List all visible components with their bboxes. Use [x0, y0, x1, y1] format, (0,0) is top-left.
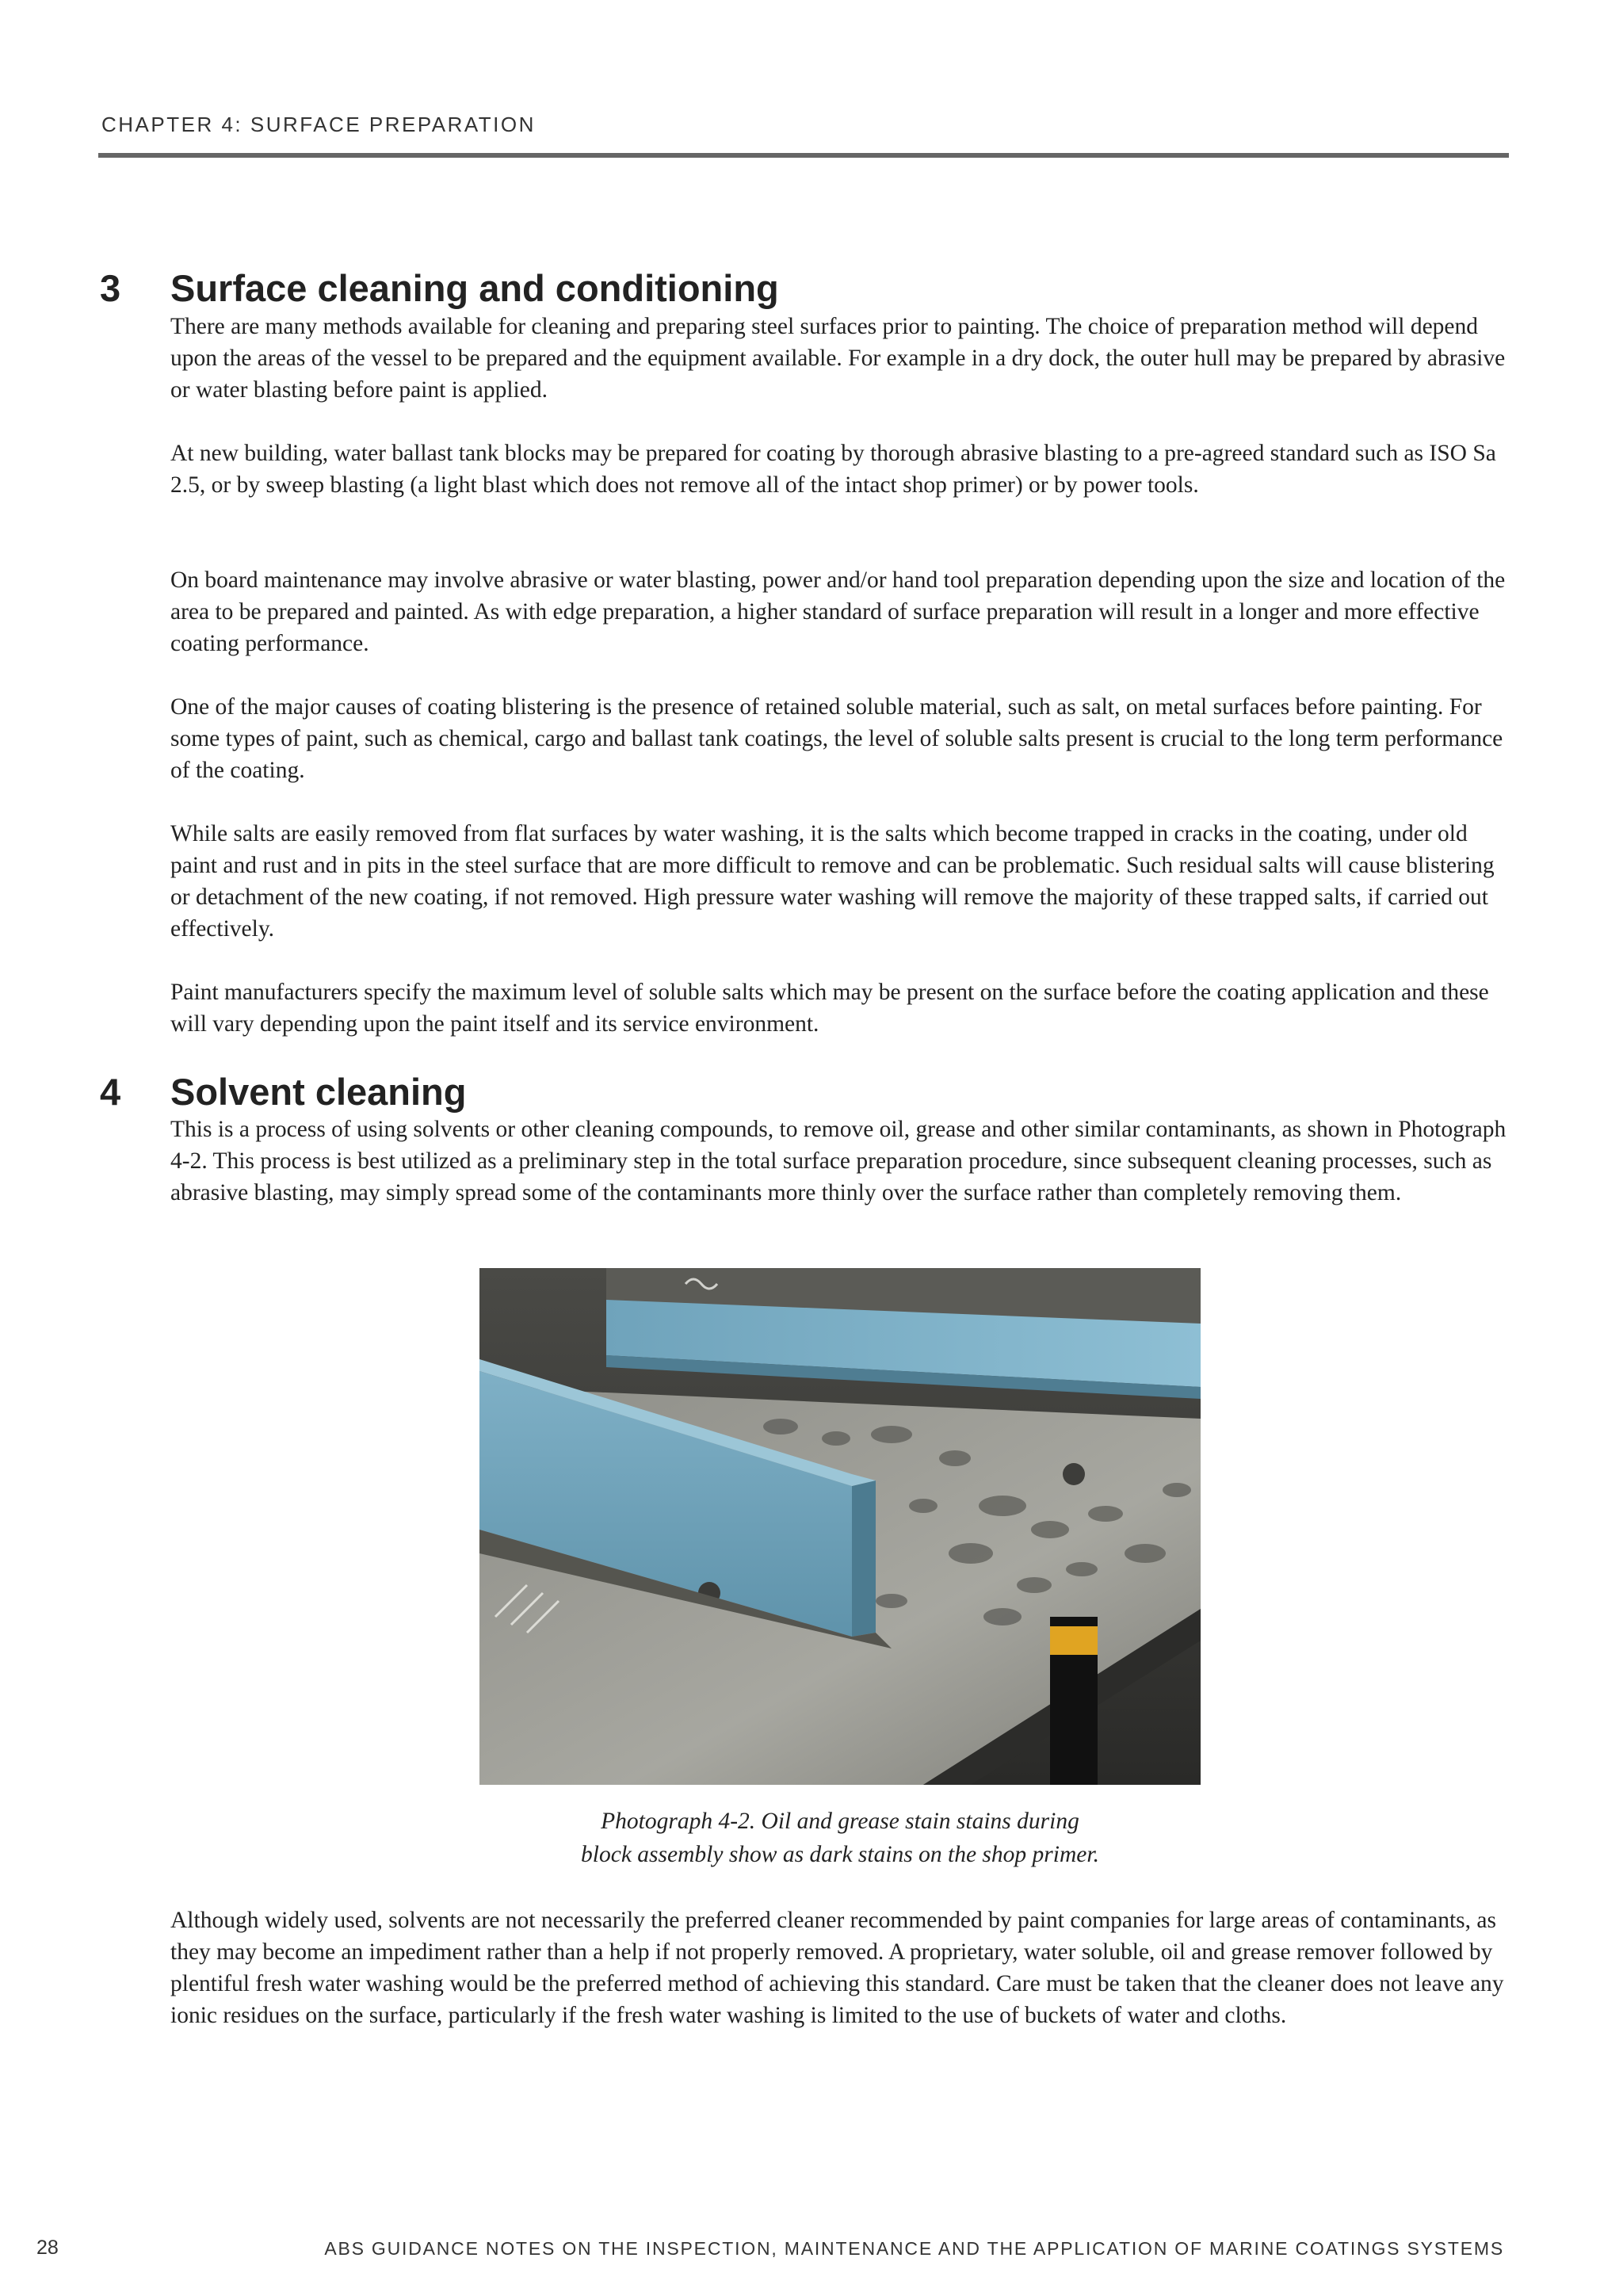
caption-line: Photograph 4-2. Oil and grease stain stains during — [601, 1809, 1079, 1834]
paragraph: This is a process of using solvents or other cleaning compounds, to remove oil, grease and other similar contaminants, as shown in Photograph 4-2. This process is best utilized as a preliminary step in the total surface preparation procedure, since subsequent cleaning processes, such as abrasive blasting, may simply spread some of the contaminants more thinly over the surface rather than completely removing them. — [170, 1117, 1507, 1205]
paragraph: One of the major causes of coating blistering is the presence of retained soluble material, such as salt, on metal surfaces before painting. For some types of paint, such as chemical, cargo and ballast tank coatings, the level of soluble salts present is crucial to the long term performance of the coating. — [170, 694, 1503, 783]
paragraph: There are many methods available for cleaning and preparing steel surfaces prior to painting. The choice of preparation method will depend upon the areas of the vessel to be prepared and the equipment available. For example in a dry dock, the outer hull may be prepared by abrasive or water blasting before paint is applied. — [170, 314, 1506, 403]
section-heading: Solvent cleaning — [170, 1071, 467, 1113]
section-heading: Surface cleaning and conditioning — [170, 267, 779, 309]
photo-caption — [444, 1805, 1236, 1871]
paragraph: On board maintenance may involve abrasive or water blasting, power and/or hand tool preparation depending upon the size and location of the area to be prepared and painted. As with edge preparation, a higher standard of surface preparation will result in a longer and more effective coating performance. — [170, 567, 1506, 656]
running-header: CHAPTER 4: SURFACE PREPARATION — [101, 113, 536, 136]
header-rule — [98, 153, 1509, 158]
paragraph: At new building, water ballast tank blocks may be prepared for coating by thorough abrasive blasting to a pre-agreed standard such as ISO Sa 2.5, or by sweep blasting (a light blast which does not remove all of the intact shop primer) or by power tools. — [170, 441, 1496, 498]
paragraph: While salts are easily removed from flat surfaces by water washing, it is the salts which become trapped in cracks in the coating, under old paint and rust and in pits in the steel surface that are more difficult to remove and can be problematic. Such residual salts will cause blistering or detachment of the new coating, if not removed. High pressure water washing will remove the majority of these trapped salts, if carried out effectively. — [170, 821, 1495, 942]
section-number: 3 — [100, 267, 121, 309]
page-number: 28 — [36, 2237, 59, 2259]
section-number: 4 — [100, 1071, 121, 1113]
paragraph: Although widely used, solvents are not necessarily the preferred cleaner recommended by paint companies for large areas of contaminants, as they may become an impediment rather than a help if not properly removed. A proprietary, water soluble, oil and grease remover followed by plentiful fresh water washing would be the preferred method of achieving this standard. Care must be taken that the cleaner does not leave any ionic residues on the surface, particularly if the fresh water washing is limited to the use of buckets of water and cloths. — [170, 1908, 1504, 2028]
photograph-steel-beams — [479, 1268, 1201, 1785]
paragraph: Paint manufacturers specify the maximum level of soluble salts which may be present on the surface before the coating application and these will vary depending upon the paint itself and its service environment. — [170, 980, 1489, 1037]
running-footer: ABS GUIDANCE NOTES ON THE INSPECTION, MAINTENANCE AND THE APPLICATION OF MARINE COATINGS SYSTEMS — [324, 2238, 1504, 2259]
caption-line: block assembly show as dark stains on the shop primer. — [581, 1842, 1099, 1867]
